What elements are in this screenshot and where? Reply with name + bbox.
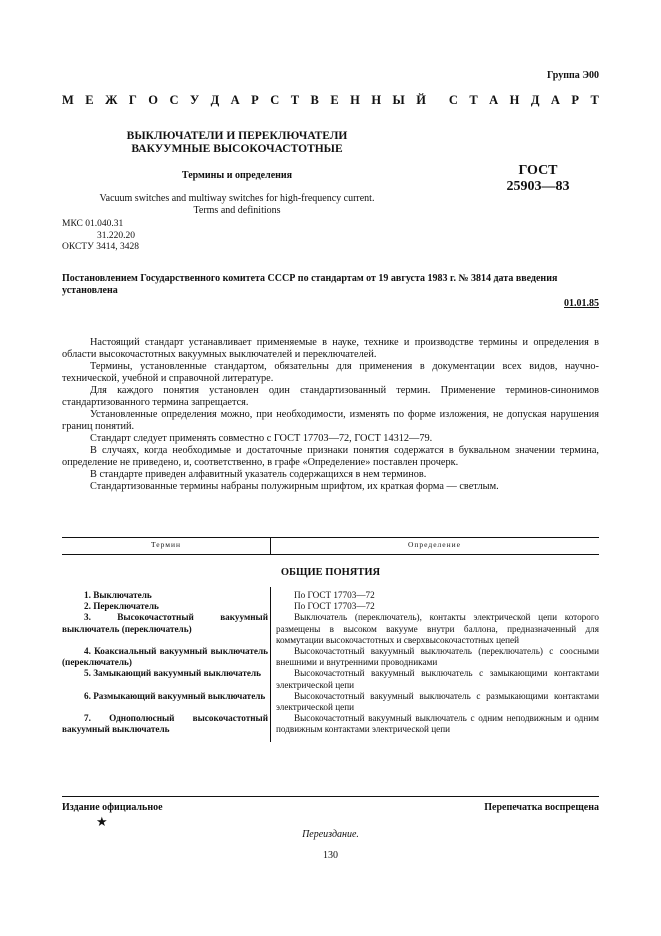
header-letter: А (550, 93, 560, 107)
resolution-text: Постановлением Государственного комитета СССР по стандартам от 19 августа 1983 г. № 3814 дата введения установлена (62, 273, 558, 296)
introduction-text (62, 337, 599, 493)
terms-table-header (62, 537, 599, 555)
definition-column-header: Определение (408, 540, 461, 549)
definition-cell: Высокочастотный вакуумный выключатель (переключатель) с соосными внешними и внутренними проводниками (276, 646, 599, 668)
official-edition-label: Издание официальное (62, 802, 163, 813)
intro-paragraph: Стандартизованные термины набраны полужирным шрифтом, их краткая форма — светлым. (90, 481, 499, 492)
document-subtitle: Термины и определения (181, 170, 293, 181)
term-cell: 1. Выключатель (84, 590, 152, 600)
reprint-prohibited-label: Перепечатка воспрещена (484, 802, 599, 813)
term-cell: 7. Однополюсный высокочастотный вакуумный выключатель (62, 713, 268, 735)
section-title: ОБЩИЕ ПОНЯТИЯ (280, 567, 381, 578)
table-row (62, 612, 599, 646)
definition-cell: Выключатель (переключатель), контакты электрической цепи которого размещены в высоком вакууме внутри баллона, предназначенный для коммутации высокочастотных и сверхвысокочастотных цепей (276, 612, 599, 645)
header-letter: А (230, 93, 240, 107)
term-cell: 4. Коаксиальный вакуумный выключатель (переключатель) (62, 646, 268, 668)
header-letter: Р (571, 93, 580, 107)
definition-cell: По ГОСТ 17703—72 (294, 590, 375, 600)
english-title-line-1: Vacuum switches and multiway switches for high-frequency current. (99, 193, 375, 204)
title-line-2: ВАКУУМНЫЕ ВЫСОКОЧАСТОТНЫЕ (131, 143, 343, 155)
table-row (62, 590, 599, 601)
intro-paragraph: Стандарт следует применять совместно с ГОСТ 17703—72, ГОСТ 14312—79. (90, 433, 433, 444)
definition-cell: По ГОСТ 17703—72 (294, 601, 375, 612)
header-letter: Н (509, 93, 520, 107)
header-letter: Д (210, 93, 220, 107)
header-letter: В (310, 93, 319, 107)
table-row (62, 691, 599, 713)
footer-divider (62, 796, 599, 797)
table-row (62, 601, 599, 612)
header-letter: Н (350, 93, 360, 107)
header-letter: М (62, 93, 74, 107)
header-letter: С (270, 93, 280, 107)
term-column-header: Термин (150, 540, 182, 549)
intro-paragraph: В стандарте приведен алфавитный указатель содержащихся в нем терминов. (90, 469, 427, 480)
intro-paragraph: В случаях, когда необходимые и достаточные признаки понятия содержатся в буквальном значении термина, определение не приведено, и, соответственно, в графе «Определение» поставлен прочерк. (62, 445, 599, 468)
term-cell: 5. Замыкающий вакуумный выключатель (84, 668, 261, 679)
gost-number: 25903—83 (506, 179, 570, 194)
header-letter: Г (128, 93, 137, 107)
header-letter: Ж (105, 93, 118, 107)
terms-table (62, 590, 599, 736)
title-line-1: ВЫКЛЮЧАТЕЛИ И ПЕРЕКЛЮЧАТЕЛИ (126, 130, 348, 142)
header-letter: У (189, 93, 200, 107)
gost-designation (478, 163, 598, 195)
header-letter: О (148, 93, 159, 107)
header-letter: А (489, 93, 499, 107)
header-letter: Н (371, 93, 382, 107)
header-letter: Д (530, 93, 540, 107)
definition-cell: Высокочастотный вакуумный выключатель с размыкающими контактами электрической цепи (276, 690, 599, 713)
page-number: 130 (323, 850, 338, 861)
star-icon: ★ (96, 814, 108, 829)
definition-cell: Высокочастотный вакуумный выключатель с одним неподвижным и одним подвижным контактами электрической цепи (276, 713, 599, 735)
header-letter: Р (251, 93, 259, 107)
mks-code-1: МКС 01.040.31 (62, 219, 124, 229)
header-letter: Й (416, 93, 426, 107)
header-letter: Т (590, 93, 599, 107)
english-title (62, 193, 412, 217)
intro-paragraph: Термины, установленные стандартом, обязательны для применения в документации всех видов, научно-технической, учебной и справочной литературе. (62, 361, 599, 384)
english-title-line-2: Terms and definitions (193, 205, 281, 216)
gost-label: ГОСТ (518, 163, 558, 178)
classification-codes (62, 219, 139, 254)
table-row (62, 646, 599, 668)
header-letter: Т (469, 93, 478, 107)
header-letter: Е (85, 93, 94, 107)
term-cell: 3. Высокочастотный вакуумный выключатель (переключатель) (62, 612, 268, 634)
intro-paragraph: Установленные определения можно, при необходимости, изменять по форме изложения, не допуская нарушения границ понятий. (62, 409, 599, 432)
header-letter: С (169, 93, 179, 107)
document-title (62, 130, 412, 156)
group-code: Группа Э00 (547, 70, 599, 81)
intro-paragraph: Для каждого понятия установлен один стандартизованный термин. Применение терминов-синонимов стандартизованного термина запрещается. (62, 385, 599, 408)
header-letter: Е (330, 93, 339, 107)
introduction-date: 01.01.85 (564, 298, 599, 309)
header-letter: С (448, 93, 458, 107)
term-cell: 6. Размыкающий вакуумный выключатель (84, 690, 266, 701)
reissue-note: Переиздание. (302, 829, 359, 840)
okstu-code: ОКСТУ 3414, 3428 (62, 242, 139, 252)
table-row (62, 713, 599, 735)
interstate-standard-header (62, 93, 599, 108)
header-letter: Ы (392, 93, 405, 107)
term-cell: 2. Переключатель (84, 601, 159, 612)
header-letter: Т (290, 93, 300, 107)
table-row (62, 668, 599, 690)
mks-code-2: 31.220.20 (97, 230, 135, 241)
definition-cell: Высокочастотный вакуумный выключатель с замыкающими контактами электрической цепи (276, 668, 599, 690)
intro-paragraph: Настоящий стандарт устанавливает применяемые в науке, технике и производстве термины и определения в области высокочастотных вакуумных выключателей и переключателей. (62, 337, 599, 360)
